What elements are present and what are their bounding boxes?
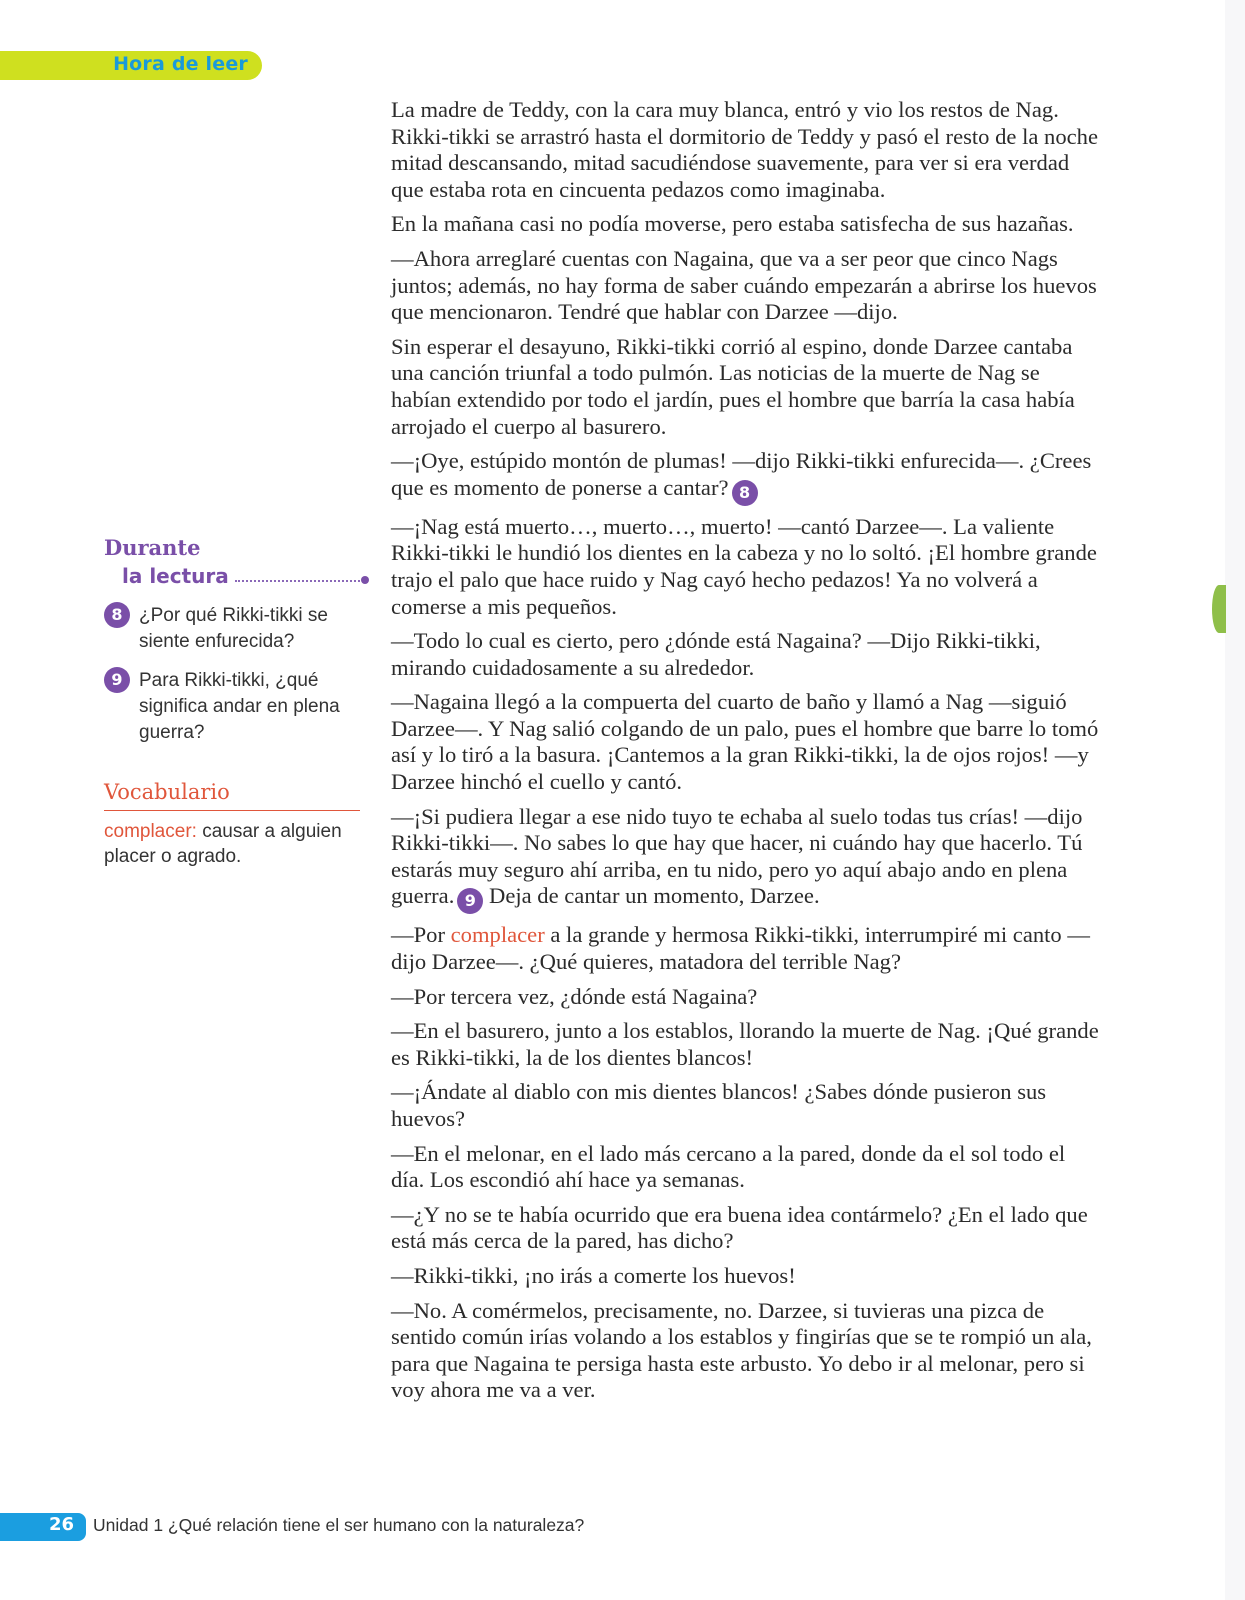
during-reading-panel: [104, 535, 364, 759]
dotted-divider: [235, 580, 364, 582]
unit-title: Unidad 1 ¿Qué relación tiene el ser humano con la naturaleza?: [93, 1515, 585, 1535]
during-subtitle: la lectura: [122, 564, 229, 588]
during-subtitle-row: [122, 561, 364, 589]
page-number: 26: [48, 1514, 74, 1535]
paragraph: [391, 804, 1101, 915]
question-marker-badge: 8: [732, 480, 758, 506]
section-tab: [0, 51, 262, 80]
question-item: [104, 603, 364, 655]
paragraph: [391, 448, 1101, 506]
question-number-badge: 8: [104, 602, 130, 628]
question-text: ¿Por qué Rikki-tikki se siente enfurecida?: [139, 605, 328, 652]
paragraph: —No. A comérmelos, precisamente, no. Darzee, si tuvieras una pizca de sentido común irías volando a los establos y fingirías que se te rompió un ala, para que Nagaina te persiga hasta este arbusto. Yo debo ir al melonar, pero si voy ahora me va a ver.: [391, 1297, 1092, 1403]
question-item: [104, 668, 364, 746]
paragraph: —¡Nag está muerto…, muerto…, muerto! —cantó Darzee—. La valiente Rikki-tikki le hundió los dientes en la cabeza y no lo soltó. ¡El hombre grande trajo el palo que hace ruido y Nag cayó hecho pedazos! Ya no volverá a comerse a mis pequeños.: [391, 513, 1097, 619]
paragraph: —Todo lo cual es cierto, pero ¿dónde está Nagaina? —Dijo Rikki-tikki, mirando cuidadosamente a su alrededor.: [391, 628, 1041, 680]
paragraph: La madre de Teddy, con la cara muy blanca, entró y vio los restos de Nag. Rikki-tikki se arrastró hasta el dormitorio de Teddy y pasó el resto de la noche mitad descansando, mitad sacudiéndose suavemente, para ver si era verdad que estaba rota en cincuenta pedazos como imaginaba.: [391, 97, 1099, 202]
paragraph: Sin esperar el desayuno, Rikki-tikki corrió al espino, donde Darzee cantaba una canción triunfal a todo pulmón. Las noticias de la muerte de Nag se habían extendido por todo el jardín, pues el hombre que barría la casa había arrojado el cuerpo al basurero.: [391, 333, 1075, 439]
question-text: Para Rikki-tikki, ¿qué significa andar en plena guerra?: [139, 670, 340, 743]
paragraph-text: —¡Si pudiera llegar a ese nido tuyo te echaba al suelo todas tus crías! —dijo Rikki-tikki—. No sabes lo que hay que hacer, ni cuándo hay que hacerlo. Tú estarás muy seguro ahí arriba, en tu nido, pero yo aquí abajo ando en plena guerra.: [391, 803, 1083, 909]
paragraph: [391, 922, 1101, 975]
vocabulary-term: complacer:: [104, 821, 197, 842]
paragraph-text: a la grande y hermosa Rikki-tikki, interrumpiré mi canto —dijo Darzee—. ¿Qué quieres, matadora del terrible Nag?: [391, 922, 1090, 975]
question-marker-badge: 9: [457, 888, 483, 914]
paragraph-text: —¡Oye, estúpido montón de plumas! —dijo Rikki-tikki enfurecida—. ¿Crees que es momento de ponerse a cantar?: [391, 448, 1092, 500]
vocabulary-definition-text: causar a alguien placer o agrado.: [104, 821, 342, 867]
paragraph: —¡Ándate al diablo con mis dientes blancos! ¿Sabes dónde pusieron sus huevos?: [391, 1079, 1047, 1131]
paragraph-text: Deja de cantar un momento, Darzee.: [483, 883, 820, 909]
during-title: Durante: [104, 535, 201, 560]
question-number-badge: 9: [104, 667, 130, 693]
paragraph-text: —Por: [391, 922, 451, 948]
page-number-tab: [0, 1513, 86, 1541]
paragraph: En la mañana casi no podía moverse, pero estaba satisfecha de sus hazañas.: [391, 211, 1074, 237]
leaf-decoration: [1212, 585, 1226, 633]
vocabulary-title: Vocabulario: [104, 777, 360, 811]
vocabulary-panel: [104, 777, 360, 869]
story-text: [391, 97, 1101, 1412]
paragraph: —Ahora arreglaré cuentas con Nagaina, que va a ser peor que cinco Nags juntos; además, no hay forma de saber cuándo empezarán a abrirse los huevos que mencionaron. Tendré que hablar con Darzee —dijo.: [391, 245, 1097, 325]
question-list: [104, 603, 364, 746]
paragraph: —En el melonar, en el lado más cercano a la pared, donde da el sol todo el día. Los escondió ahí hace ya semanas.: [391, 1140, 1066, 1193]
paragraph: —¿Y no se te había ocurrido que era buena idea contármelo? ¿En el lado que está más cerca de la pared, has dicho?: [391, 1201, 1088, 1254]
vocabulary-highlight: complacer: [450, 922, 545, 948]
vocabulary-definition: [104, 819, 360, 869]
paragraph: —En el basurero, junto a los establos, llorando la muerte de Nag. ¡Qué grande es Rikki-tikki, la de los dientes blancos!: [391, 1018, 1099, 1070]
paragraph: —Por tercera vez, ¿dónde está Nagaina?: [391, 983, 758, 1009]
paragraph: —Rikki-tikki, ¡no irás a comerte los huevos!: [391, 1262, 796, 1288]
section-tab-label: Hora de leer: [113, 53, 248, 75]
paragraph: —Nagaina llegó a la compuerta del cuarto de baño y llamó a Nag —siguió Darzee—. Y Nag salió colgando de un palo, pues el hombre que barre lo tomó así y lo tiró a la basura. ¡Cantemos a la gran Rikki-tikki, la de ojos rojos! —y Darzee hinchó el cuello y cantó.: [391, 689, 1099, 795]
